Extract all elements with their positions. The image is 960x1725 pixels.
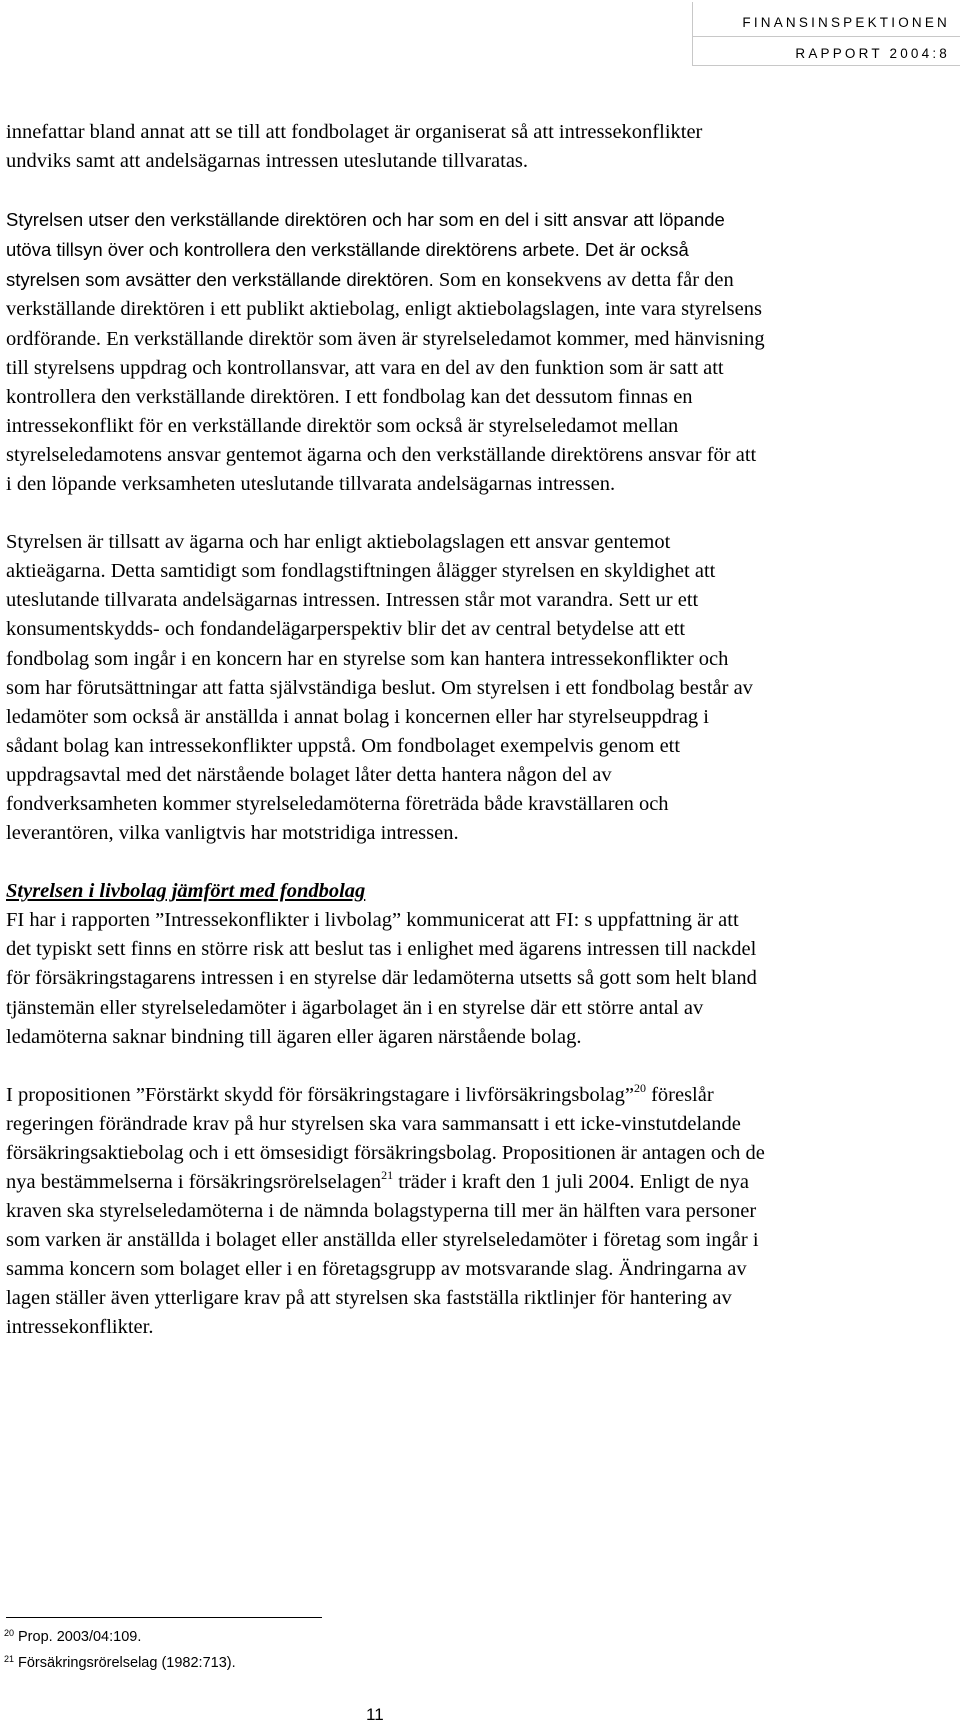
header-divider bbox=[693, 36, 960, 37]
paragraph-4: FI har i rapporten ”Intressekonflikter i livbolag” kommunicerat att FI: s uppfattning är att det typiskt sett finns en större risk att beslut tas i enlighet med ägarens intressen till nackdel för försäkringstagarens intressen i en styrelse där ledamöterna utsetts så gott som helt bland tjänstemän eller styrelseledamöter i ägarbolaget än i en styrelse där ett större antal av ledamöterna saknar bindning till ägaren eller ägaren närstående bolag. bbox=[6, 909, 757, 1048]
footnote-ref-20[interactable]: 20 bbox=[633, 1080, 646, 1095]
header-organization: FINANSINSPEKTIONEN bbox=[742, 15, 950, 30]
header-report-number: RAPPORT 2004:8 bbox=[795, 46, 950, 61]
page-header bbox=[692, 2, 960, 66]
footnote-21: $^{21}$ Försäkringsrörelselag (1982:713). bbox=[4, 1654, 236, 1671]
section-heading: Styrelsen i livbolag jämfört med fondbolag bbox=[6, 880, 366, 903]
footnote-ref-21[interactable]: 21 bbox=[381, 1168, 394, 1182]
footnote-divider bbox=[6, 1617, 322, 1618]
paragraph-5: I propositionen ”Förstärkt skydd för försäkringstagare i livförsäkringsbolag”$^{20}$ föreslår regeringen förändrade krav på hur styrelsen ska vara sammansatt i ett icke-vinstutdelande försäkringsaktiebolag och i ett ömsesidigt försäkringsbolag. Propositionen är antagen och de nya bestämmelserna i försäkringsrörelselagen$^{21}$ träder i kraft den 1 juli 2004. Enligt de nya kraven ska styrelseledamöterna i de nämnda bolagstyperna till mer än hälften vara personer som varken är anställda i bolaget eller anställda eller styrelseledamöter i företag som ingår i samma koncern som bolaget eller i en företagsgrupp av motsvarande slag. Ändringarna av lagen ställer även ytterligare krav på att styrelsen ska fastställa riktlinjer för hantering av intressekonflikter. bbox=[6, 1080, 765, 1339]
paragraph-1: innefattar bland annat att se till att fondbolaget är organiserat så att intressekonflikter undviks samt att andelsägarnas intressen uteslutande tillvaratas. bbox=[6, 121, 703, 173]
footnotes bbox=[4, 1622, 236, 1674]
page-number: 11 bbox=[366, 1705, 384, 1724]
body-text bbox=[6, 118, 766, 1343]
paragraph-2-lead: Styrelsen utser den verkställande direktören och har som en del i sitt ansvar att löpande utöva tillsyn över och kontrollera den verkställande direktörens arbete. Det är också styrelsen som avsätter den verkställande direktören. bbox=[6, 209, 725, 291]
footnote-20: $^{20}$ Prop. 2003/04:109. bbox=[4, 1628, 142, 1645]
paragraph-2 bbox=[6, 205, 766, 499]
paragraph-3: Styrelsen är tillsatt av ägarna och har enligt aktiebolagslagen ett ansvar gentemot aktieägarna. Detta samtidigt som fondlagstiftningen ålägger styrelsen en skyldighet att uteslutande tillvarata andelsägarnas intressen. Intressen står mot varandra. Sett ur ett konsumentskydds- och fondandelägarperspektiv blir det av central betydelse att ett fondbolag som ingår i en koncern har en styrelse som kan hantera intressekonflikter och som har förutsättningar att fatta självständiga beslut. Om styrelsen i ett fondbolag består av ledamöter som också är anställda i annat bolag i koncernen eller har styrelseuppdrag i sådant bolag kan intressekonflikter uppstå. Om fondbolaget exempelvis genom ett uppdragsavtal med det närstående bolaget låter detta hantera någon del av fondverksamheten kommer styrelseledamöterna företräda både kravställaren och leverantören, vilka vanligtvis har motstridiga intressen. bbox=[6, 531, 753, 845]
paragraph-2-rest: Som en konsekvens av detta får den verkställande direktören i ett publikt aktiebolag, enligt aktiebolagslagen, inte vara styrelsens ordförande. En verkställande direktör som även är styrelseledamot kommer, med hänvisning till styrelsens uppdrag och kontrollansvar, att vara en del av den funktion som är satt att kontrollera den verkställande direktören. I ett fondbolag kan det dessutom finnas en intressekonflikt för en verkställande direktör som också är styrelseledamot mellan styrelseledamotens ansvar gentemot ägarna och den verkställande direktörens ansvar för att i den löpande verksamheten uteslutande tillvarata andelsägarnas intressen. bbox=[6, 269, 765, 496]
